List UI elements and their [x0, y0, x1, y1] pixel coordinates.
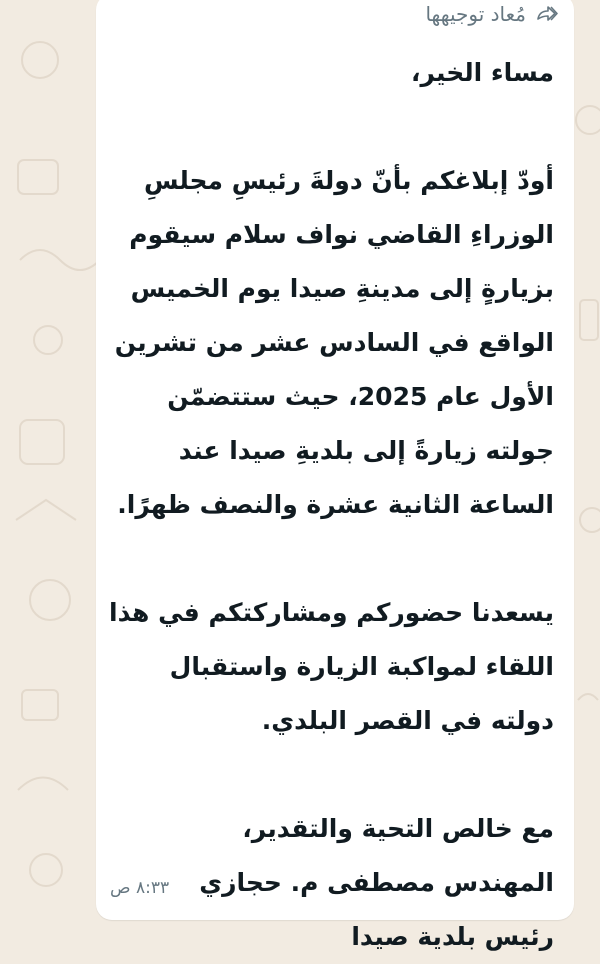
message-body: [104, 46, 554, 964]
message-closing: مع خالص التحية والتقدير،: [242, 814, 554, 843]
forwarded-indicator: [425, 2, 558, 26]
paragraph-spacer: [104, 532, 554, 586]
paragraph-spacer: [104, 100, 554, 154]
signature-title: رئيس بلدية صيدا: [351, 922, 554, 951]
forwarded-label: مُعاد توجيهها: [425, 2, 526, 26]
message-bubble[interactable]: [96, 0, 574, 951]
message-greeting: مساء الخير،: [410, 58, 554, 87]
paragraph-spacer: [104, 748, 554, 802]
message-paragraph-2: يسعدنا حضوركم ومشاركتكم في هذا اللقاء لمواكبة الزيارة واستقبال دولته في القصر البلدي.: [109, 598, 554, 735]
message-paragraph-1: أودّ إبلاغكم بأنّ دولةَ رئيسِ مجلسِ الوزراءِ القاضي نواف سلام سيقوم بزيارةٍ إلى مدينةِ صيدا يوم الخميس الواقع في السادس عشر من تشرين الأول عام 2025، حيث ستتضمّن جولته زيارةً إلى بلديةِ صيدا عند الساعة الثانية عشرة والنصف ظهرًا.: [114, 166, 554, 519]
double-forward-arrow-icon: [536, 6, 558, 22]
signature-name: المهندس مصطفى م. حجازي: [199, 868, 554, 897]
message-timestamp: ٨:٣٣ ص: [110, 878, 170, 898]
